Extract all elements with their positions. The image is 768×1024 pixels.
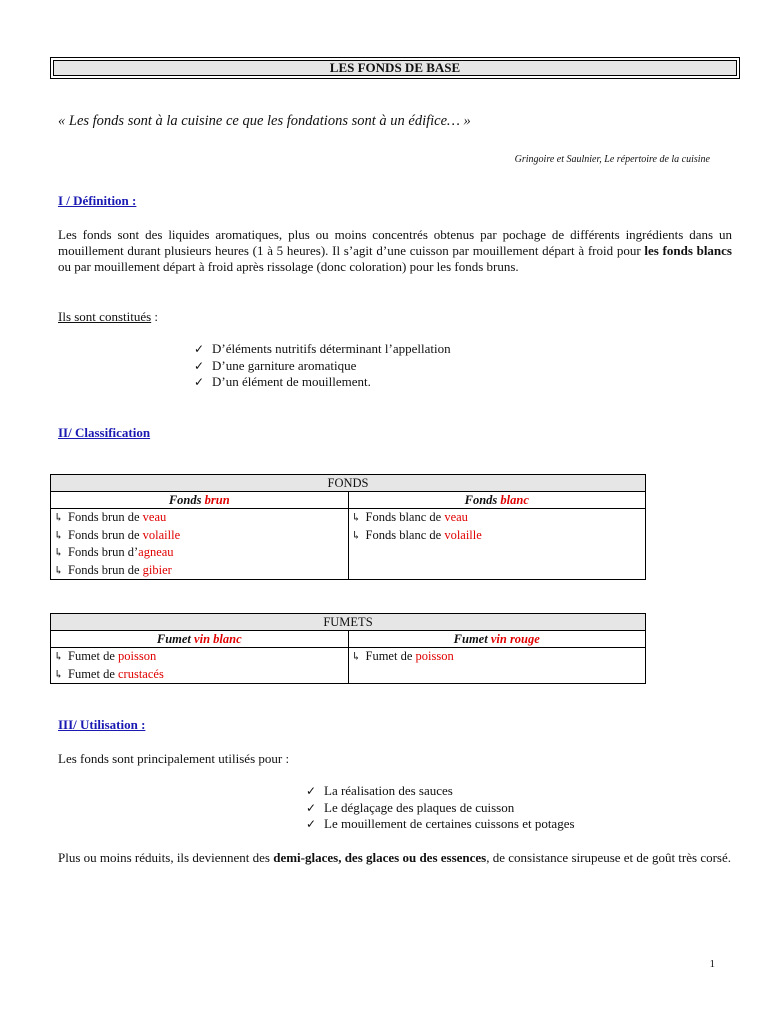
- list-item: [194, 341, 451, 358]
- definition-text-a: Les fonds sont des liquides aromatiques, plus ou moins concentrés obtenus par pochage de différents ingrédients dans un mouillement durant plusieurs heures (1 à 5 heures). Il s’agit d’une cuisson par mouillement départ à froid pour: [58, 227, 732, 258]
- fonds-brun-cell: [51, 509, 349, 580]
- row-prefix: Fonds brun de: [68, 562, 143, 577]
- arrow-icon: ↳: [54, 547, 64, 559]
- row-highlight: agneau: [138, 545, 174, 559]
- table-row: [54, 527, 345, 545]
- utilisation-text-a: Plus ou moins réduits, ils deviennent des: [58, 850, 274, 865]
- utilisation-paragraph: [58, 850, 732, 866]
- epigraph-quote: « Les fonds sont à la cuisine ce que les fondations sont à un édifice… »: [58, 113, 471, 129]
- col-highlight: blanc: [500, 493, 529, 507]
- fonds-col-brun: [51, 492, 349, 509]
- arrow-icon: ↳: [54, 651, 64, 663]
- arrow-icon: ↳: [54, 564, 64, 577]
- utilisation-intro: Les fonds sont principalement utilisés pour :: [58, 751, 290, 766]
- checkmark-icon: ✓: [194, 375, 205, 389]
- title-box: [50, 57, 740, 79]
- section-heading-classification: II/ Classification: [58, 425, 151, 440]
- arrow-icon: ↳: [351, 512, 361, 524]
- section-heading-definition: I / Définition :: [58, 193, 137, 208]
- row-prefix: Fonds brun de: [68, 510, 143, 524]
- section-heading-utilisation: III/ Utilisation :: [58, 717, 146, 732]
- row-highlight: crustacés: [118, 666, 164, 681]
- list-item: [306, 800, 575, 817]
- arrow-icon: ↳: [54, 529, 64, 542]
- utilisation-list: [306, 783, 575, 833]
- list-item-text: D’une garniture aromatique: [212, 357, 357, 373]
- row-highlight: veau: [444, 510, 468, 524]
- row-highlight: volaille: [142, 527, 181, 542]
- fonds-table-header: FONDS: [51, 475, 646, 492]
- table-row: [54, 544, 345, 562]
- checkmark-icon: ✓: [194, 342, 205, 356]
- row-prefix: Fumet de: [365, 649, 416, 663]
- row-highlight: volaille: [444, 527, 482, 542]
- table-row: [352, 509, 643, 527]
- arrow-icon: ↳: [54, 512, 64, 524]
- constitues-line: [58, 309, 158, 325]
- col-highlight: brun: [204, 493, 230, 507]
- list-item-text: D’un élément de mouillement.: [212, 374, 371, 389]
- table-row: [54, 648, 345, 666]
- checkmark-icon: ✓: [306, 784, 317, 798]
- fumets-vin-rouge-cell: [348, 648, 646, 684]
- definition-text-b: ou par mouillement départ à froid après rissolage (donc coloration) pour les fonds bruns.: [58, 259, 519, 274]
- row-prefix: Fonds brun d’: [68, 545, 139, 559]
- definition-bold: les fonds blancs: [644, 243, 732, 258]
- table-row: [352, 648, 643, 666]
- arrow-icon: ↳: [351, 651, 361, 663]
- row-prefix: Fonds brun de: [68, 527, 143, 542]
- list-item-text: Le mouillement de certaines cuissons et potages: [324, 816, 575, 831]
- utilisation-bold: demi-glaces, des glaces ou des essences: [273, 850, 487, 865]
- col-prefix: Fumet: [453, 632, 491, 646]
- page-title: LES FONDS DE BASE: [53, 60, 737, 76]
- checkmark-icon: ✓: [194, 358, 205, 373]
- constitues-colon: :: [151, 309, 159, 324]
- utilisation-text-b: , de consistance sirupeuse et de goût très corsé.: [486, 850, 732, 865]
- arrow-icon: ↳: [351, 529, 361, 542]
- definition-paragraph: [58, 227, 732, 275]
- row-highlight: poisson: [118, 649, 157, 663]
- fumets-table: [50, 613, 646, 684]
- row-highlight: poisson: [415, 649, 454, 663]
- list-item: [194, 374, 451, 391]
- row-prefix: Fonds blanc de: [365, 527, 445, 542]
- list-item-text: Le déglaçage des plaques de cuisson: [324, 799, 515, 815]
- fonds-col-blanc: [348, 492, 646, 509]
- quote-source: Gringoire et Saulnier, Le répertoire de la cuisine: [514, 154, 710, 165]
- col-prefix: Fonds: [464, 493, 501, 507]
- constituents-list: [194, 341, 451, 391]
- fonds-table: [50, 474, 646, 580]
- fumets-col-vin-blanc: [51, 631, 349, 648]
- list-item: [306, 783, 575, 800]
- fumets-vin-blanc-cell: [51, 648, 349, 684]
- page-number: 1: [709, 958, 715, 970]
- fonds-blanc-cell: [348, 509, 646, 580]
- row-highlight: veau: [142, 510, 167, 524]
- checkmark-icon: ✓: [306, 800, 317, 815]
- row-prefix: Fumet de: [68, 666, 118, 681]
- table-row: [54, 562, 345, 580]
- row-highlight: gibier: [142, 562, 172, 577]
- row-prefix: Fumet de: [68, 649, 118, 663]
- list-item: [194, 358, 451, 375]
- fumets-col-vin-rouge: [348, 631, 646, 648]
- col-prefix: Fonds: [168, 493, 205, 507]
- list-item-text: La réalisation des sauces: [324, 783, 453, 798]
- table-row: [54, 666, 345, 684]
- constitues-label: Ils sont constitués: [58, 309, 152, 324]
- list-item: [306, 816, 575, 833]
- fumets-table-header: FUMETS: [51, 614, 646, 631]
- checkmark-icon: ✓: [306, 817, 317, 831]
- col-highlight: vin blanc: [194, 632, 242, 646]
- row-prefix: Fonds blanc de: [365, 510, 445, 524]
- list-item-text: D’éléments nutritifs déterminant l’appellation: [212, 341, 451, 356]
- table-row: [54, 509, 345, 527]
- table-row: [352, 527, 643, 545]
- arrow-icon: ↳: [54, 668, 64, 681]
- col-prefix: Fumet: [156, 632, 195, 646]
- col-highlight: vin rouge: [490, 632, 540, 646]
